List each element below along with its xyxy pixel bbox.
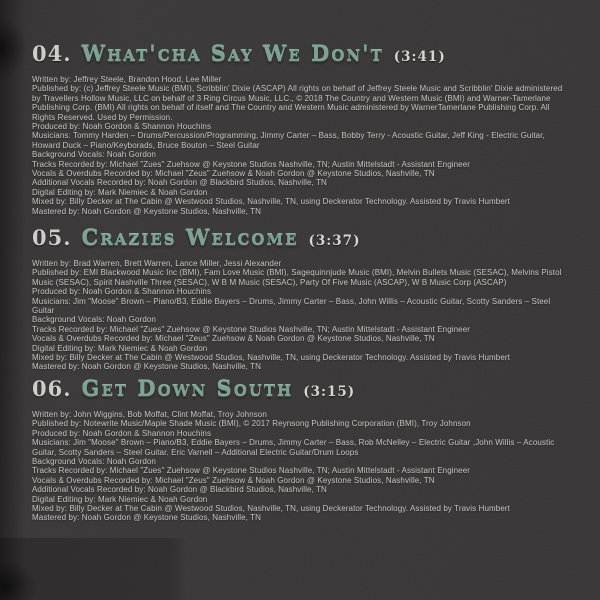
scan-artifact-top-left [0,18,28,78]
credit-line: Tracks Recorded by: Michael "Zues" Zuehsow @ Keystone Studios Nashville, TN; Austin Mittelstadt - Assistant Engineer [32,159,471,169]
credit-line: Mastered by: Noah Gordon @ Keystone Studios, Nashville, TN [32,362,261,372]
credit-line: Mastered by: Noah Gordon @ Keystone Studios, Nashville, TN [32,513,261,523]
scan-artifact-bottom-left [0,560,38,600]
track-header [32,377,572,401]
credit-line: Digital Editing by: Mark Niemiec & Noah Gordon [32,187,208,197]
track-number: 05. [32,225,72,250]
page-edge-shadow [0,0,26,600]
track-section-05 [32,226,572,372]
credit-line: Vocals & Overdubs Recorded by: Michael "Zeus" Zuehsow & Noah Gordon @ Keystone Studios, Nashville, TN [32,475,435,485]
credit-line: Published by: Notewrite Music/Maple Shade Music (BMI), © 2017 Reynsong Publishing Corporation (BMI), Troy Johnson [32,419,471,429]
credit-line: Tracks Recorded by: Michael "Zues" Zuehsow @ Keystone Studios Nashville, TN; Austin Mittelstadt - Assistant Engineer [32,324,471,334]
track-number: 04. [32,41,72,66]
track-title: What'cha Say We Don't [81,41,384,66]
credit-line: Written by: Brad Warren, Brett Warren, Lance Miller, Jessi Alexander [32,259,282,268]
credit-line: Produced by: Noah Gordon & Shannon Houchins [32,428,212,438]
credit-line: Vocals & Overdubs Recorded by: Michael "Zeus" Zuehsow & Noah Gordon @ Keystone Studios, Nashville, TN [32,169,435,179]
credit-line: Additional Vocals Recorded by: Noah Gordon @ Blackbird Studios, Nashville, TN [32,178,327,188]
credit-line: Background Vocals: Noah Gordon [32,150,156,160]
track-section-04 [32,42,572,216]
scan-seam-bottom-left [0,538,186,600]
track-duration: (3:41) [393,49,446,65]
credit-line: Background Vocals: Noah Gordon [32,457,156,467]
credit-line: Mixed by: Billy Decker at The Cabin @ Westwood Studios, Nashville, TN, using Deckerator Technology. Assisted by Travis Humbert [32,353,510,363]
credit-line: Mastered by: Noah Gordon @ Keystone Studios, Nashville, TN [32,206,261,216]
credit-line: Written by: John Wiggins, Bob Moffat, Clint Moffat, Troy Johnson [32,410,267,419]
credit-line: Musicians: Jim "Moose" Brown – Piano/B3, Eddie Bayers – Drums, Jimmy Carter – Bass, Rob McNelley – Electric Guitar ,John Willis – Acoustic Guitar, Scotty Sanders – Steel Guitar. Eric Varnell – Additional Electric Guitar/Drum Loops [32,438,555,457]
credit-line: Musicians: Jim "Moose" Brown – Piano/B3, Eddie Bayers – Drums, Jimmy Carter – Bass, John Willis – Acoustic Guitar, Scotty Sanders – Steel Guitar [32,296,551,316]
credit-line: Mixed by: Billy Decker at The Cabin @ Westwood Studios, Nashville, TN, using Deckerator Technology. Assisted by Travis Humbert [32,197,510,207]
credit-line: Produced by: Noah Gordon & Shannon Houchins [32,287,212,297]
credit-line: Mixed by: Billy Decker at The Cabin @ Westwood Studios, Nashville, TN, using Deckerator Technology. Assisted by Travis Humbert [32,504,510,514]
credit-line: Tracks Recorded by: Michael "Zues" Zuehsow @ Keystone Studios Nashville, TN; Austin Mittelstadt - Assistant Engineer [32,466,471,476]
track-credits [32,259,572,372]
credit-line: Published by: (c) Jeffrey Steele Music (BMI), Scribblin' Dixie (ASCAP) All rights on behalf of Jeffrey Steele Music and Scribblin' Dixie administered by Travellers Hollow Music, LLC on behalf of 3 Ring Circus Music, LLC., © 2018 The Country and Western Music (BMI) and Warner-Tamerlane Publishing Corp. (BMI) All rights on behalf of itself and The Country and Western Music administered by WarnerTamerlane Publishing Corp. All Rights Reserved. Used by Permission. [32,84,563,122]
track-title: Get Down South [81,376,294,401]
track-duration: (3:37) [308,233,361,249]
credit-line: Digital Editing by: Mark Niemiec & Noah Gordon [32,343,208,353]
credit-line: Produced by: Noah Gordon & Shannon Houchins [32,122,212,132]
track-credits [32,410,572,523]
track-duration: (3:15) [303,384,356,400]
credit-line: Vocals & Overdubs Recorded by: Michael "Zeus" Zuehsow & Noah Gordon @ Keystone Studios, Nashville, TN [32,334,435,344]
track-credits [32,75,572,216]
track-number: 06. [32,376,72,401]
credit-line: Musicians: Tommy Harden – Drums/Percussion/Programming, Jimmy Carter – Bass, Bobby Terry - Acoustic Guitar, Jeff King - Electric Guitar, Howard Duck – Piano/Keyborads, Bruce Bouton – Steel Guitar [32,131,545,150]
credit-line: Written by: Jeffrey Steele, Brandon Hood, Lee Miller [32,75,222,84]
track-section-06 [32,377,572,523]
credit-line: Published by: EMI Blackwood Music Inc (BMI), Fam Love Music (BMI), Sagequinnjude Music (BMI), Melvin Bullets Music (SESAC), Melvins Pistol Music (SESAC), Spirit Nashville Three (SESAC), W B M Music (SESAC), Party Of Five Music (ASCAP), W B Music Corp (ASCAP) [32,268,562,287]
credit-line: Background Vocals: Noah Gordon [32,315,156,325]
credit-line: Additional Vocals Recorded by: Noah Gordon @ Blackbird Studios, Nashville, TN [32,485,327,495]
credit-line: Digital Editing by: Mark Niemiec & Noah Gordon [32,494,208,504]
track-header [32,42,572,66]
track-title: Crazies Welcome [81,225,299,250]
track-header [32,226,572,250]
